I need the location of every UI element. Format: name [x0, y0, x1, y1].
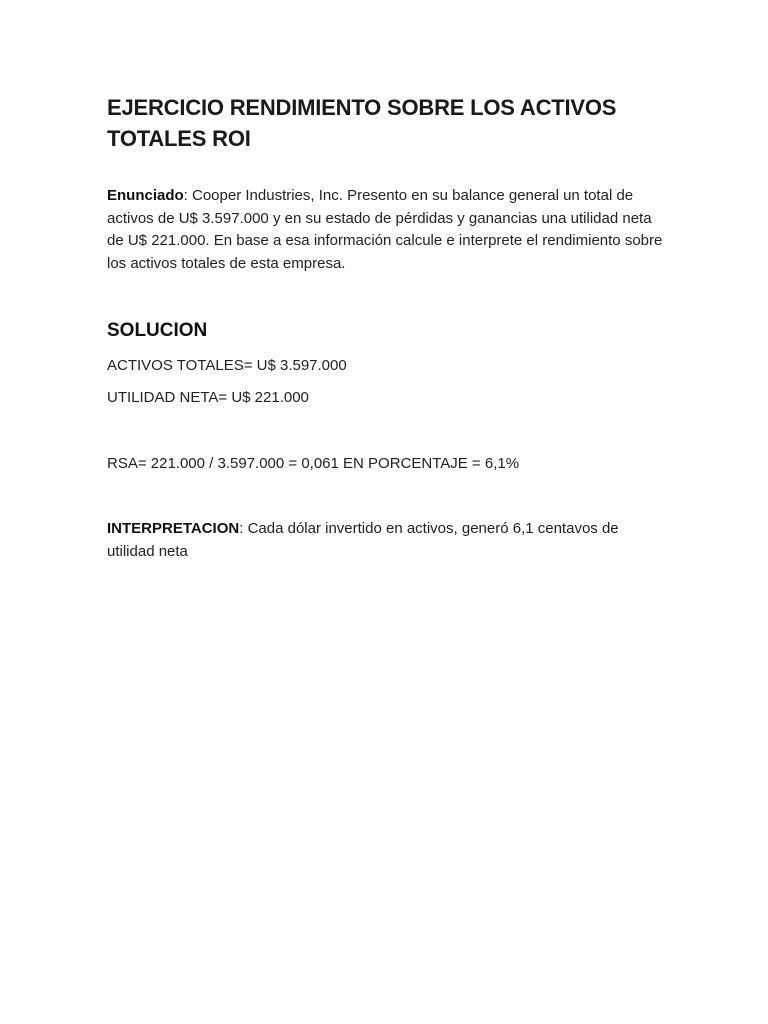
total-assets-line: ACTIVOS TOTALES= U$ 3.597.000 — [107, 357, 347, 374]
roa-formula-line: RSA= 221.000 / 3.597.000 = 0,061 EN PORCENTAJE = 6,1% — [107, 455, 520, 472]
statement-paragraph — [107, 185, 667, 275]
interpretation-paragraph — [107, 518, 647, 563]
net-income-line: UTILIDAD NETA= U$ 221.000 — [107, 389, 309, 406]
document-title: EJERCICIO RENDIMIENTO SOBRE LOS ACTIVOS TOTALES ROI — [107, 95, 617, 151]
statement-label: Enunciado — [107, 187, 184, 204]
interpretation-label: INTERPRETACION — [107, 520, 240, 537]
solution-heading: SOLUCION — [107, 320, 208, 341]
document-page — [107, 92, 667, 560]
interpretation-text: : Cada dólar invertido en activos, generó 6,1 centavos de utilidad neta — [107, 520, 619, 560]
statement-text: : Cooper Industries, Inc. Presento en su balance general un total de activos de U$ 3.597.000 y en su estado de pérdidas y ganancias una utilidad neta de U$ 221.000. En base a esa información calcule e interprete el rendimiento sobre los activos totales de esta empresa. — [107, 187, 663, 272]
